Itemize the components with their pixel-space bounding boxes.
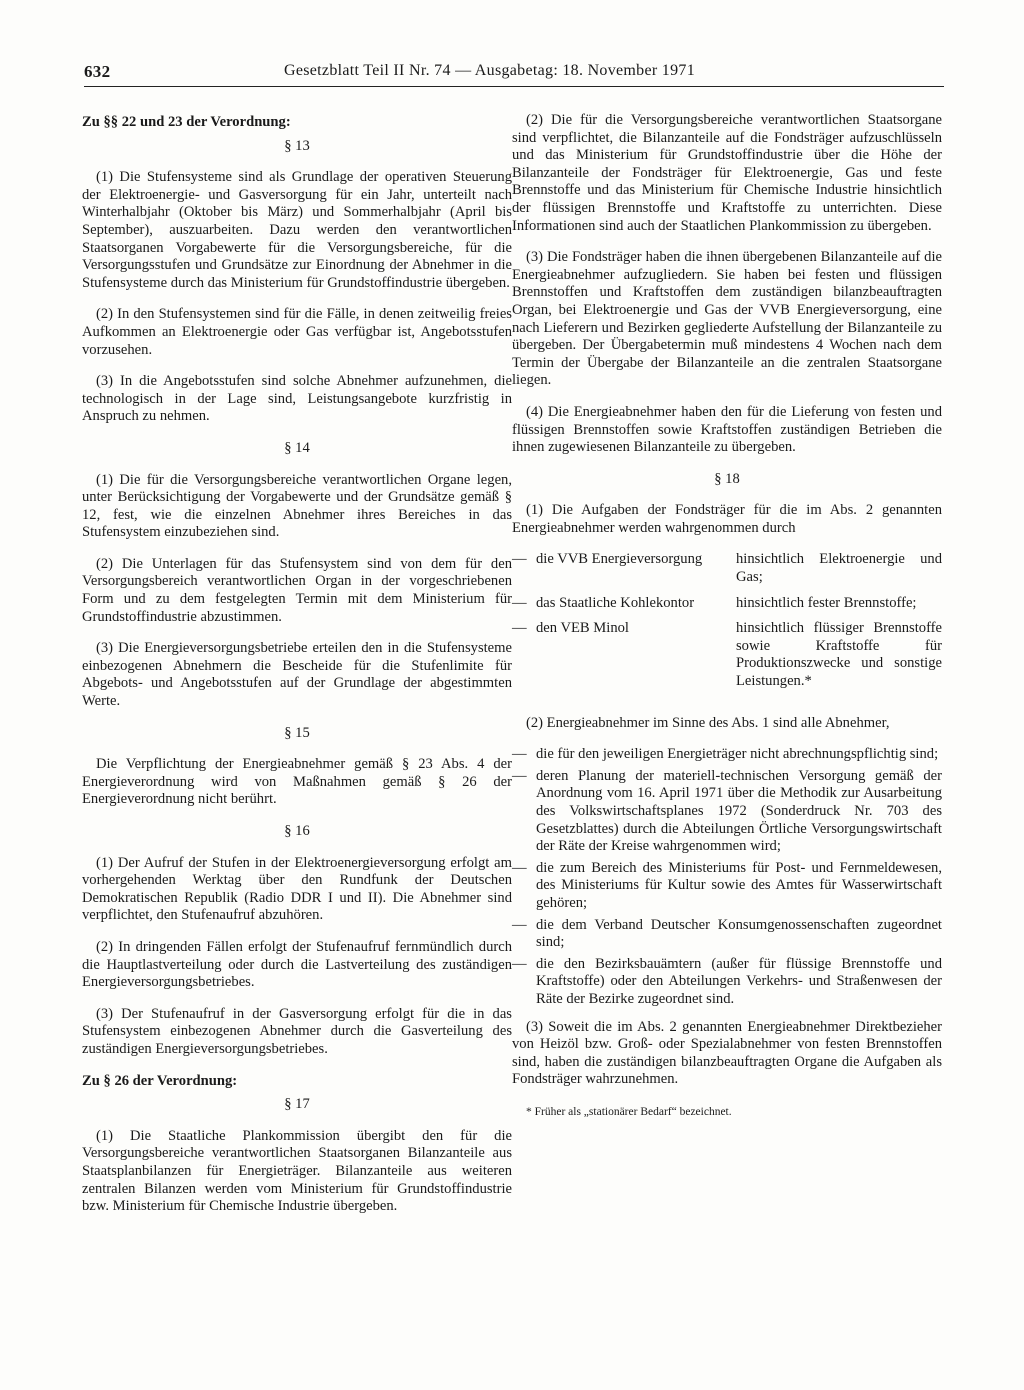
paragraph-14-title: § 14 bbox=[284, 439, 310, 456]
left-column bbox=[82, 112, 512, 1230]
section-heading: Zu § 26 der Verordnung: bbox=[82, 1072, 238, 1089]
paragraph-17-title: § 17 bbox=[284, 1096, 310, 1113]
paragraph-18-1: (1) Die Aufgaben der Fondsträger für die im Abs. 2 genannten Energieabnehmer werden wahrgenommen durch bbox=[512, 502, 942, 536]
paragraph-13-title: § 13 bbox=[284, 137, 310, 154]
page-header bbox=[84, 60, 944, 87]
paragraph-13-2: (2) In den Stufensystemen sind für die Fälle, in denen zeitweilig freies Aufkommen an Elektroenergie oder Gas verfügbar ist, Angebotsstufen vorzusehen. bbox=[82, 306, 512, 358]
table-cell-body: — die VVB Energieversorgung bbox=[512, 551, 736, 594]
paragraph-14-3: (3) Die Energieversorgungsbetriebe erteilen den in die Stufensysteme einbezogenen Abnehmern die Bescheide für die Stufenlimite für Abgebots- und Angebotsstufen auf der Grundlage der abgestimmten Werte. bbox=[82, 640, 512, 710]
paragraph-17-3: (3) Die Fondsträger haben die ihnen übergebenen Bilanzanteile auf die Energieabnehmer aufzugliedern. Sie haben bei festen und flüssigen Brennstoffen und Kraftstoffen dem zuständigen bilanzbeauftragten Organ, bei Elektroenergie und Gas der VVB Energieversorgung, eine nach Lieferern und Bezirken gegliederte Aufstellung der Bilanzanteile zu übergeben. Der Übergabetermin muß mindestens 4 Wochen nach dem Termin der Übergabe der Bilanzanteile an die zentralen Staatsorgane liegen. bbox=[512, 249, 942, 389]
list-item: — die zum Bereich des Ministeriums für Post- und Fernmeldewesen, des Ministeriums für Kultur sowie des Amtes für Wasserwirtschaft gehören; bbox=[512, 860, 942, 913]
abnehmer-list bbox=[512, 746, 942, 1008]
table-cell-scope: hinsichtlich Elektroenergie und Gas; bbox=[736, 551, 942, 586]
paragraph-13-1: (1) Die Stufensysteme sind als Grundlage der operativen Steuerung der Elektroenergie- und Gasversorgung für ein Jahr, unterteilt nach Winterhalbjahr (Oktober bis März) und Sommerhalbjahr (April bis September), auszuarbeiten. Dazu werden den verantwortlichen Staatsorganen Vorgabewerte für die Versorgungsbereiche, für die Versorgungsstufen und Grundsätze zur Einordnung der Abnehmer in die Stufensysteme durch das Ministerium für Grundstoffindustrie übergeben. bbox=[82, 169, 512, 291]
paragraph-15-1: Die Verpflichtung der Energieabnehmer gemäß § 23 Abs. 4 der Energieverordnung wird von Maßnahmen gemäß § 26 der Energieverordnung nicht berührt. bbox=[82, 756, 512, 808]
paragraph-14-1: (1) Die für die Versorgungsbereiche verantwortlichen Organe legen, unter Berücksichtigung der Vorgabewerte und der Grundsätze gemäß § 12, fest, wie die einzelnen Abnehmer ihres Bereiches in das Stufensystem einzubeziehen sind. bbox=[82, 471, 512, 541]
paragraph-17-1: (1) Die Staatliche Plankommission übergibt den für die Versorgungsbereiche verantwortlichen Staatsorganen Bilanzanteile aus Staatsplanbilanzen für Energieträger. Bilanzanteile aus weiteren zentralen Bilanzen werden vom Ministerium für Grundstoffindustrie bzw. Ministerium für Chemische Industrie übergeben. bbox=[82, 1127, 512, 1215]
footnote: * Früher als „stationärer Bedarf“ bezeichnet. bbox=[526, 1105, 732, 1118]
table-row bbox=[512, 551, 942, 594]
fondstraeger-table bbox=[512, 551, 942, 698]
paragraph-16-2: (2) In dringenden Fällen erfolgt der Stufenaufruf fernmündlich durch die Hauptlastverteilung oder durch die Lastverteilung des zuständigen Energieversorgungsbetriebes. bbox=[82, 938, 512, 991]
table-cell-body: — den VEB Minol bbox=[512, 620, 736, 698]
table-row bbox=[512, 595, 942, 621]
table-cell-scope: hinsichtlich flüssiger Brennstoffe sowie Kraftstoffe für Produktionszwecke und sonstige Leistungen.* bbox=[736, 620, 942, 690]
paragraph-18-2: (2) Energieabnehmer im Sinne des Abs. 1 sind alle Abnehmer, bbox=[526, 714, 890, 731]
paragraph-13-3: (3) In die Angebotsstufen sind solche Abnehmer aufzunehmen, die technologisch in der Lage sind, Leistungsangebote kurzfristig in Anspruch zu nehmen. bbox=[82, 373, 512, 425]
list-item: — die für den jeweiligen Energieträger nicht abrechnungspflichtig sind; bbox=[512, 746, 942, 764]
list-item: — die dem Verband Deutscher Konsumgenossenschaften zugeordnet sind; bbox=[512, 917, 942, 952]
table-cell-body: — das Staatliche Kohlekontor bbox=[512, 595, 736, 621]
section-heading: Zu §§ 22 und 23 der Verordnung: bbox=[82, 114, 291, 130]
paragraph-17-4: (4) Die Energieabnehmer haben den für die Lieferung von festen und flüssigen Brennstoffen sowie Kraftstoffen zuständigen Betrieben die ihnen zugewiesenen Bilanzanteile zu übergeben. bbox=[512, 403, 942, 456]
paragraph-14-2: (2) Die Unterlagen für das Stufensystem sind von dem für den Versorgungsbereich verantwortlichen Organ in der vorgeschriebenen Form und zu dem festgelegten Termin mit dem Ministerium für Grundstoffindustrie abzustimmen. bbox=[82, 555, 512, 625]
paragraph-15-title: § 15 bbox=[284, 724, 310, 741]
table-row bbox=[512, 620, 942, 698]
paragraph-16-1: (1) Der Aufruf der Stufen in der Elektroenergieversorgung erfolgt am vorhergehenden Werktag über den Rundfunk der Deutschen Demokratischen Republik (Radio DDR I und II). Die Abnehmer sind verpflichtet, den Stufenaufruf abzuhören. bbox=[82, 854, 512, 924]
paragraph-16-title: § 16 bbox=[284, 823, 310, 839]
paragraph-18-3: (3) Soweit die im Abs. 2 genannten Energieabnehmer Direktbezieher von Heizöl bzw. Groß- oder Spezialabnehmer von festen Brennstoffen sind, haben die zuständigen bilanzbeauftragten Organe die Aufgaben als Fondsträger wahrzunehmen. bbox=[512, 1018, 942, 1088]
header-title: Gesetzblatt Teil II Nr. 74 — Ausgabetag: 18. November 1971 bbox=[284, 62, 696, 79]
paragraph-17-2: (2) Die für die Versorgungsbereiche verantwortlichen Staatsorgane sind verpflichtet, die Bilanzanteile auf die Fondsträger aufzuschlüsseln und das Ministerium für Grundstoffindustrie über die Höhe der Bilanzanteile der Fondsträger für Elektroenergie, Gas und feste Brennstoffe und das Ministerium für Chemische Industrie hinsichtlich der flüssigen Brennstoffe und Kraftstoffe zu unterrichten. Diese Informationen sind auch der Staatlichen Plankommission zu übergeben. bbox=[512, 112, 942, 234]
paragraph-18-title: § 18 bbox=[714, 470, 740, 487]
list-item: — deren Planung der materiell-technischen Versorgung gemäß der Anordnung vom 16. April 1971 über die Methodik zur Ausarbeitung des Volkswirtschaftsplanes 1972 (Sonderdruck Nr. 703 des Gesetzblattes) durch die Abteilungen Örtliche Versorgungswirtschaft der Räte der Kreise wahrgenommen wird; bbox=[512, 768, 942, 856]
list-item: — die den Bezirksbauämtern (außer für flüssige Brennstoffe und Kraftstoffe) oder den Abteilungen Verkehrs- und Straßenwesen der Räte der Bezirke zugeordnet sind. bbox=[512, 956, 942, 1009]
paragraph-16-3: (3) Der Stufenaufruf in der Gasversorgung erfolgt für die in das Stufensystem einbezogenen Abnehmer durch die Gasverteilung des zuständigen Energieversorgungsbetriebes. bbox=[82, 1005, 512, 1057]
page-number: 632 bbox=[84, 62, 111, 81]
right-column bbox=[512, 112, 942, 1119]
table-cell-scope: hinsichtlich fester Brennstoffe; bbox=[736, 594, 917, 611]
